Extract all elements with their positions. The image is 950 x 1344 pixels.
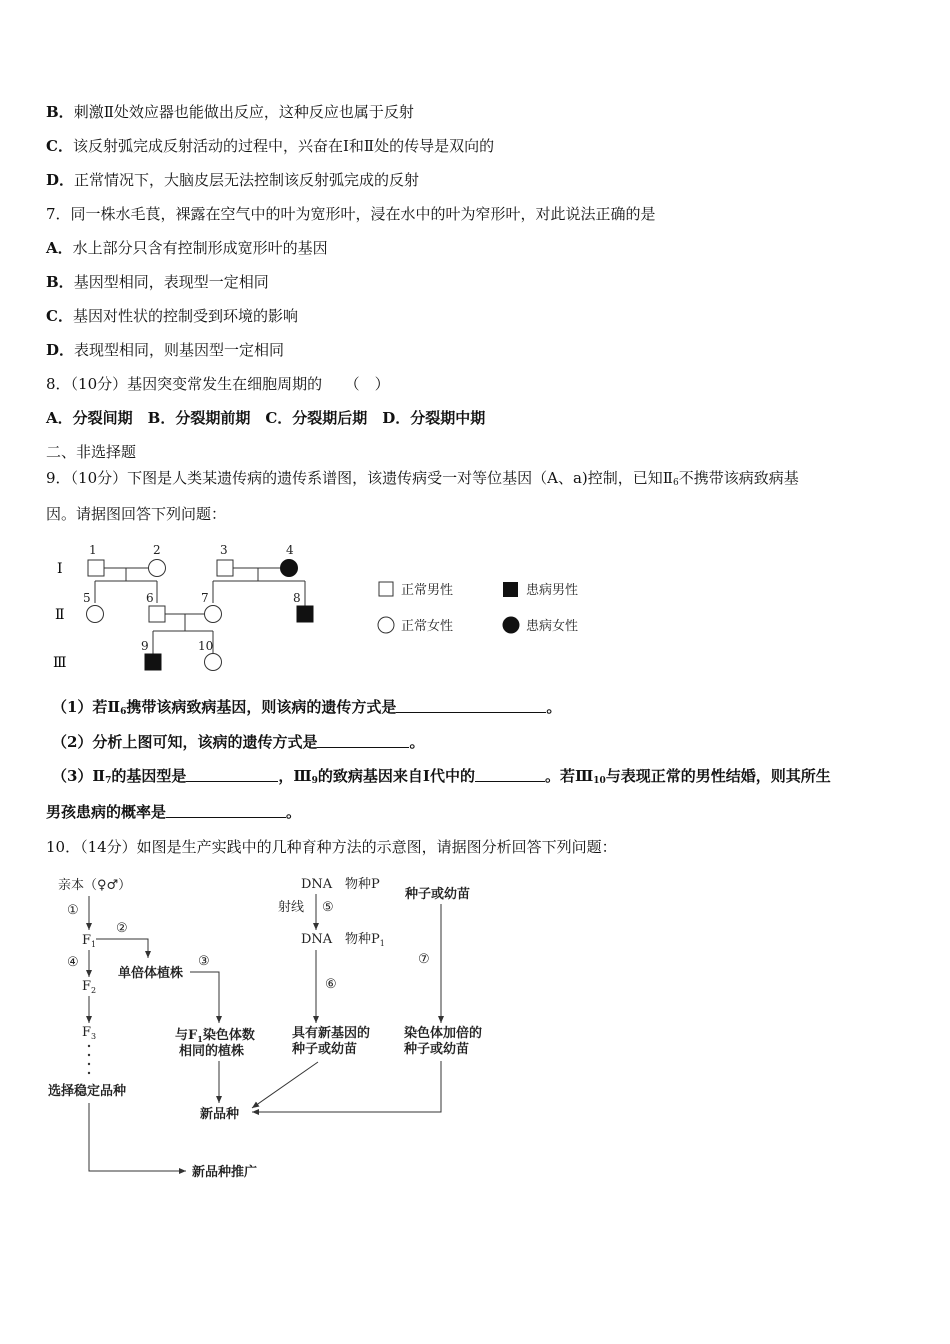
label-select-stable: 选择稳定品种 <box>48 1084 127 1099</box>
legend-normal-male-icon <box>379 582 393 596</box>
label-new-gene-line1: 具有新基因的 <box>292 1026 371 1041</box>
answer-blank-4[interactable] <box>475 767 545 782</box>
legend-affected-female-label: 患病女性 <box>526 619 579 634</box>
q9-subquestion-1: （1）若$Ⅱ_6$携带该病致病基因，则该病的遗传方式是 。 <box>52 698 562 717</box>
answer-blank-5[interactable] <box>166 803 286 818</box>
q10-stem: 10．（14分）如图是生产实践中的几种育种方法的示意图，请据图分析回答下列问题： <box>46 838 617 856</box>
pedigree-chart <box>0 535 620 680</box>
individual-8-affected-male <box>297 606 313 622</box>
legend-normal-male-label: 正常男性 <box>401 583 454 598</box>
label-new-variety: 新品种 <box>200 1107 240 1122</box>
individual-number-8: 8 <box>293 591 301 605</box>
step-3: ③ <box>198 954 210 969</box>
label-seed: 种子或幼苗 <box>405 887 471 902</box>
q8-options: A．分裂间期 B．分裂期前期 C．分裂期后期 D．分裂期中期 <box>46 409 486 427</box>
individual-number-10: 10 <box>198 639 214 653</box>
continuation-dots <box>88 1045 90 1074</box>
label-species-p: 物种P <box>345 877 380 892</box>
individual-number-4: 4 <box>286 543 294 557</box>
label-f1: $F_1$ <box>82 933 97 949</box>
q7-option-d: D．表现型相同，则基因型一定相同 <box>46 341 285 359</box>
step-6: ⑥ <box>325 977 337 992</box>
individual-9-affected-male <box>145 654 161 670</box>
arrow-select-promote <box>89 1103 186 1171</box>
label-dna: DNA <box>301 877 333 892</box>
arrow-f1-haploid <box>96 939 148 958</box>
individual-number-5: 5 <box>83 591 91 605</box>
q7-option-a: A．水上部分只含有控制形成宽形叶的基因 <box>46 239 328 257</box>
generation-label-3: Ⅲ <box>53 655 67 671</box>
q9-subquestion-3-line2: 男孩患病的概率是 。 <box>46 803 302 821</box>
individual-4-affected-female <box>281 560 298 577</box>
individual-2-normal-female <box>149 560 166 577</box>
label-promote: 新品种推广 <box>192 1165 258 1180</box>
individual-3-normal-male <box>217 560 233 576</box>
label-parent: 亲本（♀♂） <box>58 878 132 893</box>
individual-10-normal-female <box>205 654 222 671</box>
individual-number-7: 7 <box>201 591 209 605</box>
answer-blank-3[interactable] <box>186 767 278 782</box>
label-haploid: 单倍体植株 <box>118 966 184 981</box>
individual-7-normal-female <box>205 606 222 623</box>
legend-affected-male-icon <box>503 582 518 597</box>
step-1: ① <box>67 903 79 918</box>
step-7: ⑦ <box>418 952 430 967</box>
individual-number-2: 2 <box>153 543 161 557</box>
label-same-chrom-line2: 相同的植株 <box>179 1044 245 1059</box>
step-5: ⑤ <box>322 900 334 915</box>
individual-number-3: 3 <box>220 543 228 557</box>
q9-stem: 9．（10分）下图是人类某遗传病的遗传系谱图，该遗传病受一对等位基因（A、a)控制，已知$Ⅱ_6$不携带该病致病基 <box>46 469 799 488</box>
label-same-chrom: 与$F_1$染色体数 <box>175 1028 255 1044</box>
label-species-p1: 物种$P_1$ <box>345 932 385 948</box>
q9-stem-line2: 因。请据图回答下列问题： <box>46 505 227 523</box>
label-doubled-line2: 种子或幼苗 <box>404 1042 470 1057</box>
generation-label-2: Ⅱ <box>55 607 65 623</box>
arrow-doubled-new-variety <box>252 1061 441 1112</box>
label-f2: $F_2$ <box>82 979 97 995</box>
q7-option-c: C．基因对性状的控制受到环境的影响 <box>46 307 298 325</box>
breeding-diagram <box>0 866 560 1188</box>
arrow-new-gene-new-variety <box>252 1062 318 1108</box>
label-new-gene-line2: 种子或幼苗 <box>292 1042 358 1057</box>
individual-5-normal-female <box>87 606 104 623</box>
legend-affected-female-icon <box>503 617 520 634</box>
step-2: ② <box>116 921 128 936</box>
q6-option-b: B．刺激Ⅱ处效应器也能做出反应，这种反应也属于反射 <box>46 103 414 121</box>
q9-subquestion-2: （2）分析上图可知，该病的遗传方式是 。 <box>52 733 425 751</box>
q6-option-c: C．该反射弧完成反射活动的过程中，兴奋在Ⅰ和Ⅱ处的传导是双向的 <box>46 137 495 155</box>
legend-normal-female-icon <box>378 617 394 633</box>
q8-stem: 8．（10分）基因突变常发生在细胞周期的 （ ） <box>46 375 390 393</box>
individual-number-1: 1 <box>89 543 97 557</box>
q6-option-d: D．正常情况下，大脑皮层无法控制该反射弧完成的反射 <box>46 171 420 189</box>
label-ray: 射线 <box>278 900 305 915</box>
individual-number-9: 9 <box>141 639 149 653</box>
section-heading: 二、非选择题 <box>46 443 137 461</box>
answer-blank-1[interactable] <box>396 698 546 713</box>
individual-6-normal-male <box>149 606 165 622</box>
q9-subquestion-3: $(3)Ⅱ_7$的基因型是 ，$Ⅲ_9$的致病基因来自Ⅰ代中的 。若$Ⅲ_{10}$与表现正常的男性结婚，则其所生 <box>52 767 831 786</box>
step-4: ④ <box>67 955 79 970</box>
label-doubled-line1: 染色体加倍的 <box>404 1026 483 1041</box>
label-f3: $F_3$ <box>82 1025 97 1041</box>
individual-1-normal-male <box>88 560 104 576</box>
answer-blank-2[interactable] <box>317 733 409 748</box>
individual-number-6: 6 <box>146 591 154 605</box>
label-dna-2: DNA <box>301 932 333 947</box>
arrow-haploid-doubled <box>190 972 219 1023</box>
legend-affected-male-label: 患病男性 <box>526 583 579 598</box>
q7-stem: 7．同一株水毛茛，裸露在空气中的叶为宽形叶，浸在水中的叶为窄形叶，对此说法正确的是 <box>46 205 656 223</box>
legend-normal-female-label: 正常女性 <box>401 619 454 634</box>
q7-option-b: B．基因型相同，表现型一定相同 <box>46 273 269 291</box>
generation-label-1: Ⅰ <box>57 561 63 577</box>
